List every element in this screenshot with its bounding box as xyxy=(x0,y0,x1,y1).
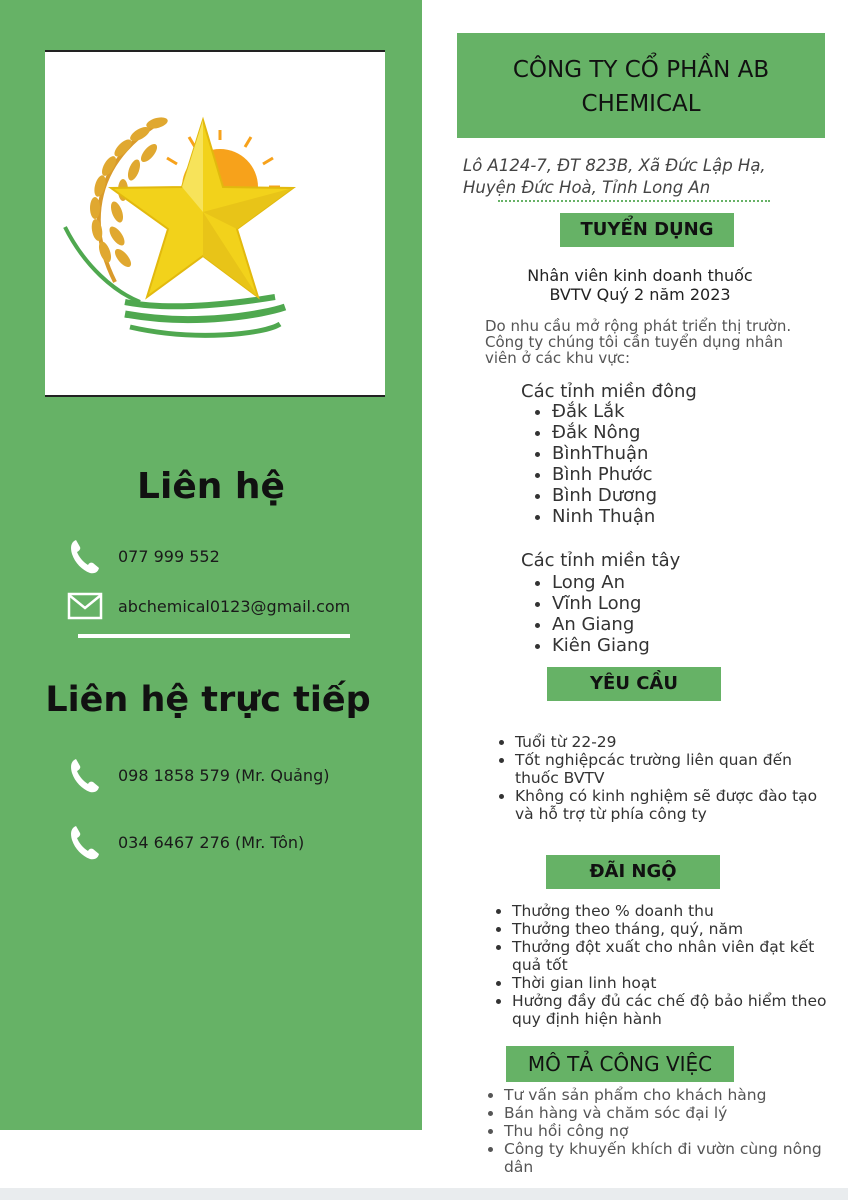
region-east-title: Các tỉnh miền đông xyxy=(521,381,697,402)
direct-phone-1: 098 1858 579 (Mr. Quảng) xyxy=(118,765,330,785)
requirements-list xyxy=(497,733,835,823)
company-name-line-2: CHEMICAL xyxy=(581,91,701,117)
region-west-title: Các tỉnh miền tây xyxy=(521,550,681,571)
contact-email: abchemical0123@gmail.com xyxy=(118,596,351,616)
requirement-item: • Không có kinh nghiệm sẽ được đào tạo và hỗ trợ từ phía công ty xyxy=(515,787,835,823)
bottom-strip xyxy=(0,1188,848,1200)
company-name xyxy=(457,53,825,121)
region-west-list xyxy=(530,572,650,656)
province-item: • Bình Phước xyxy=(552,464,657,485)
requirement-item: • Tuổi từ 22-29 xyxy=(515,733,835,751)
benefit-item: • Thưởng đột xuất cho nhân viên đạt kết quả tốt xyxy=(512,938,832,974)
contact-phone: 077 999 552 xyxy=(118,546,220,566)
job-item: • Bán hàng và chăm sóc đại lý xyxy=(504,1104,834,1122)
phone-icon xyxy=(66,537,104,575)
divider xyxy=(78,634,350,638)
direct-phone-row-2[interactable] xyxy=(66,823,304,861)
direct-contact-heading: Liên hệ trực tiếp xyxy=(45,680,371,720)
position-title-line-2: BVTV Quý 2 năm 2023 xyxy=(549,285,731,304)
job-description-tag: MÔ TẢ CÔNG VIỆC xyxy=(506,1046,734,1082)
company-name-line-1: CÔNG TY CỔ PHẦN AB xyxy=(512,57,770,83)
recruit-tag: TUYỂN DỤNG xyxy=(560,213,734,247)
job-item: • Tư vấn sản phẩm cho khách hàng xyxy=(504,1086,834,1104)
province-item: • Đắk Lắk xyxy=(552,401,657,422)
contact-heading: Liên hệ xyxy=(137,466,285,507)
job-item: • Thu hồi công nợ xyxy=(504,1122,834,1140)
position-title xyxy=(490,266,790,304)
recruit-intro: Do nhu cầu mở rộng phát triển thị trườn. Công ty chúng tôi cần tuyển dụng nhân viên ở các khu vực: xyxy=(485,317,792,367)
province-item: • Vĩnh Long xyxy=(552,593,650,614)
company-address xyxy=(463,155,823,199)
company-name-box xyxy=(457,33,825,138)
benefits-tag: ĐÃI NGỘ xyxy=(546,855,720,889)
contact-phone-row[interactable] xyxy=(66,537,220,575)
benefit-item: • Thưởng theo % doanh thu xyxy=(512,902,832,920)
benefits-list xyxy=(494,902,832,1028)
address-underline xyxy=(498,200,770,202)
phone-icon xyxy=(66,756,104,794)
job-item: • Công ty khuyến khích đi vườn cùng nông dân xyxy=(504,1140,834,1176)
phone-icon xyxy=(66,823,104,861)
job-description-list xyxy=(486,1086,834,1176)
address-line-2: Huyện Đức Hoà, Tỉnh Long An xyxy=(463,178,711,197)
star-logo-icon xyxy=(45,52,385,392)
region-east-list xyxy=(530,401,657,527)
benefit-item: • Hưởng đầy đủ các chế độ bảo hiểm theo quy định hiện hành xyxy=(512,992,832,1028)
requirement-item: • Tốt nghiệpcác trường liên quan đến thuốc BVTV xyxy=(515,751,835,787)
position-title-line-1: Nhân viên kinh doanh thuốc xyxy=(527,266,753,285)
benefit-item: • Thời gian linh hoạt xyxy=(512,974,832,992)
province-item: • BìnhThuận xyxy=(552,443,657,464)
mail-icon xyxy=(66,587,104,625)
province-item: • Long An xyxy=(552,572,650,593)
direct-phone-2: 034 6467 276 (Mr. Tôn) xyxy=(118,832,305,852)
province-item: • Bình Dương xyxy=(552,485,657,506)
requirements-tag: YÊU CẦU xyxy=(547,667,721,701)
contact-email-row[interactable] xyxy=(66,587,350,625)
province-item: • An Giang xyxy=(552,614,650,635)
direct-phone-row-1[interactable] xyxy=(66,756,329,794)
province-item: • Ninh Thuận xyxy=(552,506,657,527)
address-line-1: Lô A124-7, ĐT 823B, Xã Đức Lập Hạ, xyxy=(463,156,766,175)
company-logo xyxy=(45,50,385,397)
province-item: • Đắk Nông xyxy=(552,422,657,443)
benefit-item: • Thưởng theo tháng, quý, năm xyxy=(512,920,832,938)
province-item: • Kiên Giang xyxy=(552,635,650,656)
